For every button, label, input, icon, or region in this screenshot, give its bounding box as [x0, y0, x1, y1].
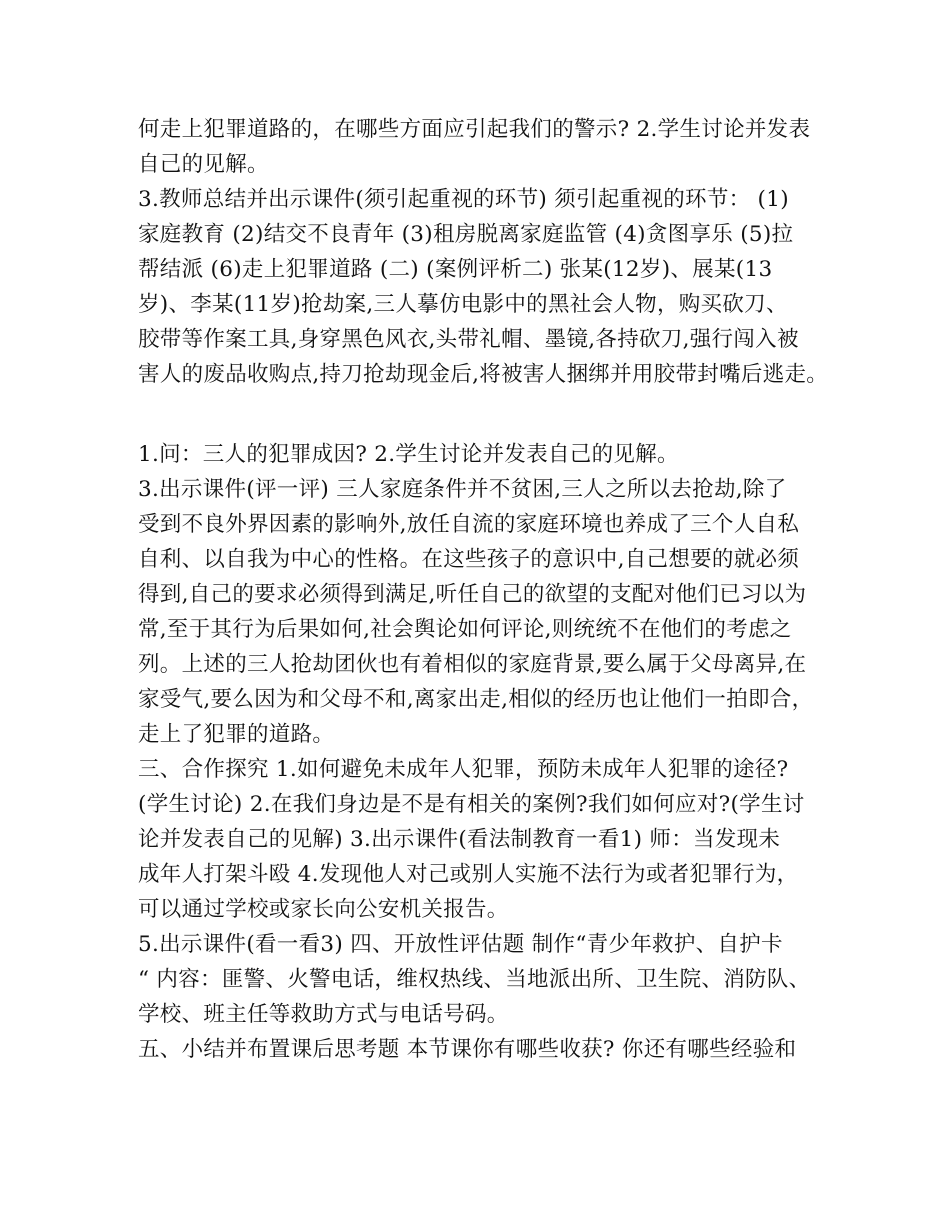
text-line: 胶带等作案工具,身穿黑色风衣,头带礼帽、墨镜,各持砍刀,强行闯入被: [138, 327, 799, 352]
text-line: 成年人打架斗殴 4.发现他人对己或别人实施不法行为或者犯罪行为，: [138, 862, 799, 887]
text-line: 学校、班主任等救助方式与电话号码。: [138, 1002, 509, 1027]
text-line: 家庭教育 (2)结交不良青年 (3)租房脱离家庭监管 (4)贪图享乐 (5)拉: [138, 222, 794, 247]
text-line: 论并发表自己的见解) 3.出示课件(看法制教育一看1) 师：当发现未: [138, 827, 781, 852]
text-line: 害人的废品收购点,持刀抢劫现金后,将被害人捆绑并用胶带封嘴后逃走。: [138, 362, 829, 387]
text-line: 三、合作探究 1.如何避免未成年人犯罪，预防未成年人犯罪的途径?: [138, 757, 789, 782]
text-line: 受到不良外界因素的影响外,放任自流的家庭环境也养成了三个人自私: [138, 512, 800, 537]
text-line: 何走上犯罪道路的，在哪些方面应引起我们的警示? 2.学生讨论并发表: [138, 117, 811, 142]
text-line: 走上了犯罪的道路。: [138, 722, 335, 747]
text-line: 自己的见解。: [138, 152, 269, 177]
text-line: 帮结派 (6)走上犯罪道路 (二) (案例评析二) 张某(12岁)、展某(13: [138, 257, 773, 282]
text-line: 可以通过学校或家长向公安机关报告。: [138, 897, 509, 922]
text-line: 5.出示课件(看一看3) 四、开放性评估题 制作“青少年救护、自护卡: [138, 932, 783, 957]
text-line: 自利、以自我为中心的性格。在这些孩子的意识中,自己想要的就必须: [138, 547, 800, 572]
text-line: 得到,自己的要求必须得到满足,听任自己的欲望的支配对他们已习以为: [138, 582, 807, 607]
text-line: 1.问：三人的犯罪成因? 2.学生讨论并发表自己的见解。: [138, 442, 679, 467]
text-line: “ 内容：匪警、火警电话，维权热线、当地派出所、卫生院、消防队、: [138, 967, 811, 992]
text-line: (学生讨论) 2.在我们身边是不是有相关的案例?我们如何应对?(学生讨: [138, 792, 805, 817]
text-line: 3.出示课件(评一评) 三人家庭条件并不贫困,三人之所以去抢劫,除了: [138, 477, 787, 502]
text-line: 常,至于其行为后果如何,社会舆论如何评论,则统统不在他们的考虑之: [138, 617, 792, 642]
text-line: 五、小结并布置课后思考题 本节课你有哪些收获? 你还有哪些经验和: [138, 1037, 797, 1062]
text-line: 3.教师总结并出示课件(须引起重视的环节) 须引起重视的环节： (1): [138, 187, 789, 212]
text-line: 岁)、李某(11岁)抢劫案,三人摹仿电影中的黑社会人物，购买砍刀、: [138, 292, 788, 317]
text-line: 家受气,要么因为和父母不和,离家出走,相似的经历也让他们一拍即合，: [138, 687, 814, 712]
text-line: 列。上述的三人抢劫团伙也有着相似的家庭背景,要么属于父母离异,在: [138, 652, 807, 677]
